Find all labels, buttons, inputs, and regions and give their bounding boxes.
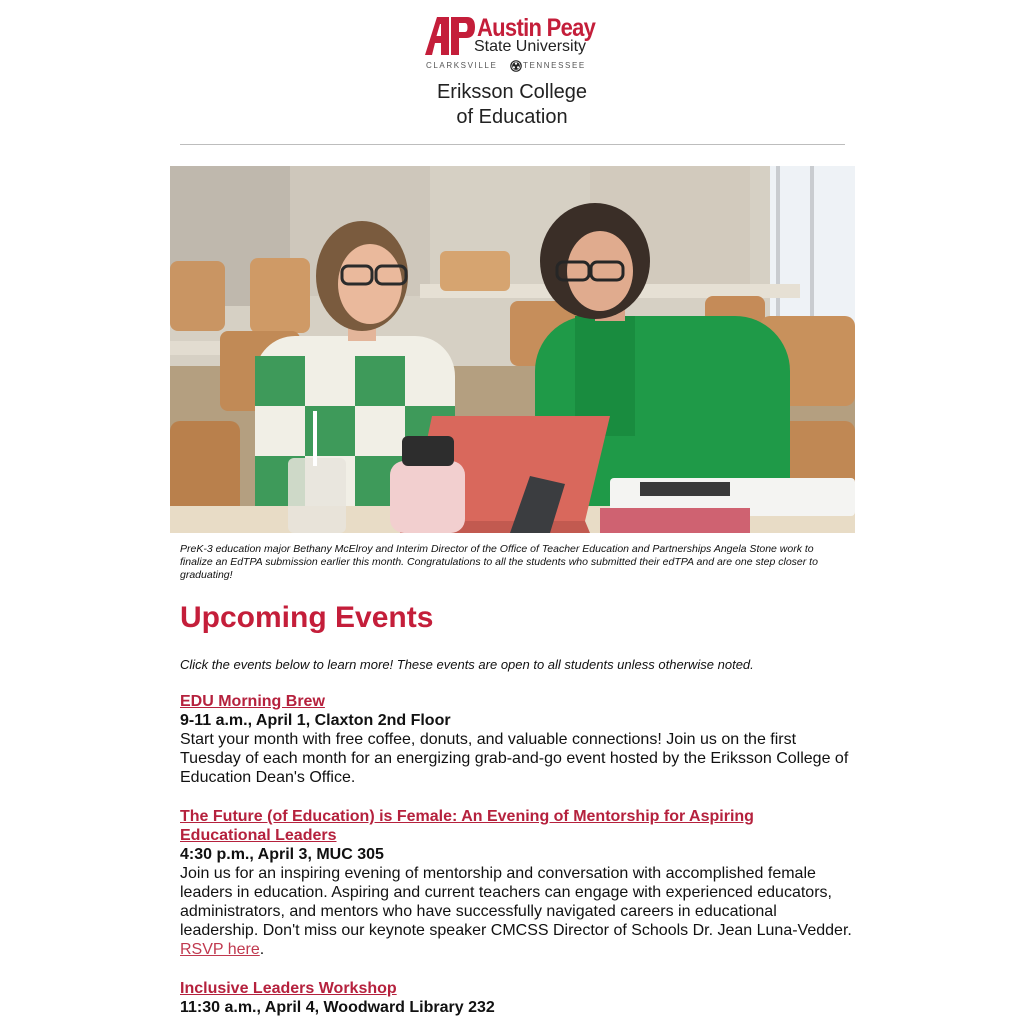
- hero-photo-illustration: [170, 166, 855, 533]
- ap-logo-mark-icon: [425, 17, 475, 55]
- logo-city: CLARKSVILLE: [426, 61, 498, 70]
- event-description-end: .: [259, 941, 265, 958]
- event-item: [180, 979, 855, 1017]
- logo-state: TENNESSEE: [523, 61, 586, 70]
- rsvp-link[interactable]: RSVP here: [180, 941, 260, 958]
- hero-photo-caption: PreK-3 education major Bethany McElroy and Interim Director of the Office of Teacher Education and Partnerships Angela Stone work to finalize an EdTPA submission earlier this month. Congratulations to all the students who submitted their edTPA and are one step closer to graduating!: [180, 543, 818, 581]
- tennessee-tri-star-icon: [510, 60, 522, 72]
- event-datetime-location: 4:30 p.m., April 3, MUC 305: [180, 846, 384, 863]
- college-name: [0, 80, 1024, 130]
- header-divider: [180, 144, 845, 145]
- event-item: [180, 692, 855, 787]
- event-title-link[interactable]: The Future (of Education) is Female: An Evening of Mentorship for Aspiring Educational Leaders: [180, 808, 754, 844]
- logo-university-name: Austin Peay: [477, 14, 596, 42]
- event-description: Start your month with free coffee, donuts, and valuable connections! Join us on the first Tuesday of each month for an energizing grab-and-go event hosted by the Eriksson College of Education Dean's Office.: [180, 731, 849, 786]
- event-datetime-location: 9-11 a.m., April 1, Claxton 2nd Floor: [180, 712, 451, 729]
- upcoming-events-heading: Upcoming Events: [180, 601, 434, 634]
- university-logo[interactable]: [0, 14, 1024, 130]
- event-description: Join us for an inspiring evening of mentorship and conversation with accomplished female leaders in education. Aspiring and current teachers can engage with experienced educators, administrators, and mentors who have successfully navigated careers in educational leadership. Don't miss our keynote speaker CMCSS Director of Schools Dr. Jean Luna-Vedder.: [180, 865, 852, 939]
- college-name-line-1: Eriksson College: [436, 81, 588, 103]
- logo-university-subtitle: State University: [474, 38, 587, 55]
- hero-photo: [170, 166, 855, 533]
- events-list: [180, 692, 855, 1024]
- event-item: [180, 807, 855, 959]
- event-title-link[interactable]: EDU Morning Brew: [180, 693, 325, 710]
- event-description-block: [180, 864, 855, 959]
- event-title-link[interactable]: Inclusive Leaders Workshop: [180, 980, 397, 997]
- events-intro-text: Click the events below to learn more! These events are open to all students unless otherwise noted.: [180, 657, 754, 672]
- event-datetime-location: 11:30 a.m., April 4, Woodward Library 232: [180, 999, 495, 1016]
- logo-location: [426, 60, 596, 72]
- college-name-line-2: of Education: [456, 106, 568, 128]
